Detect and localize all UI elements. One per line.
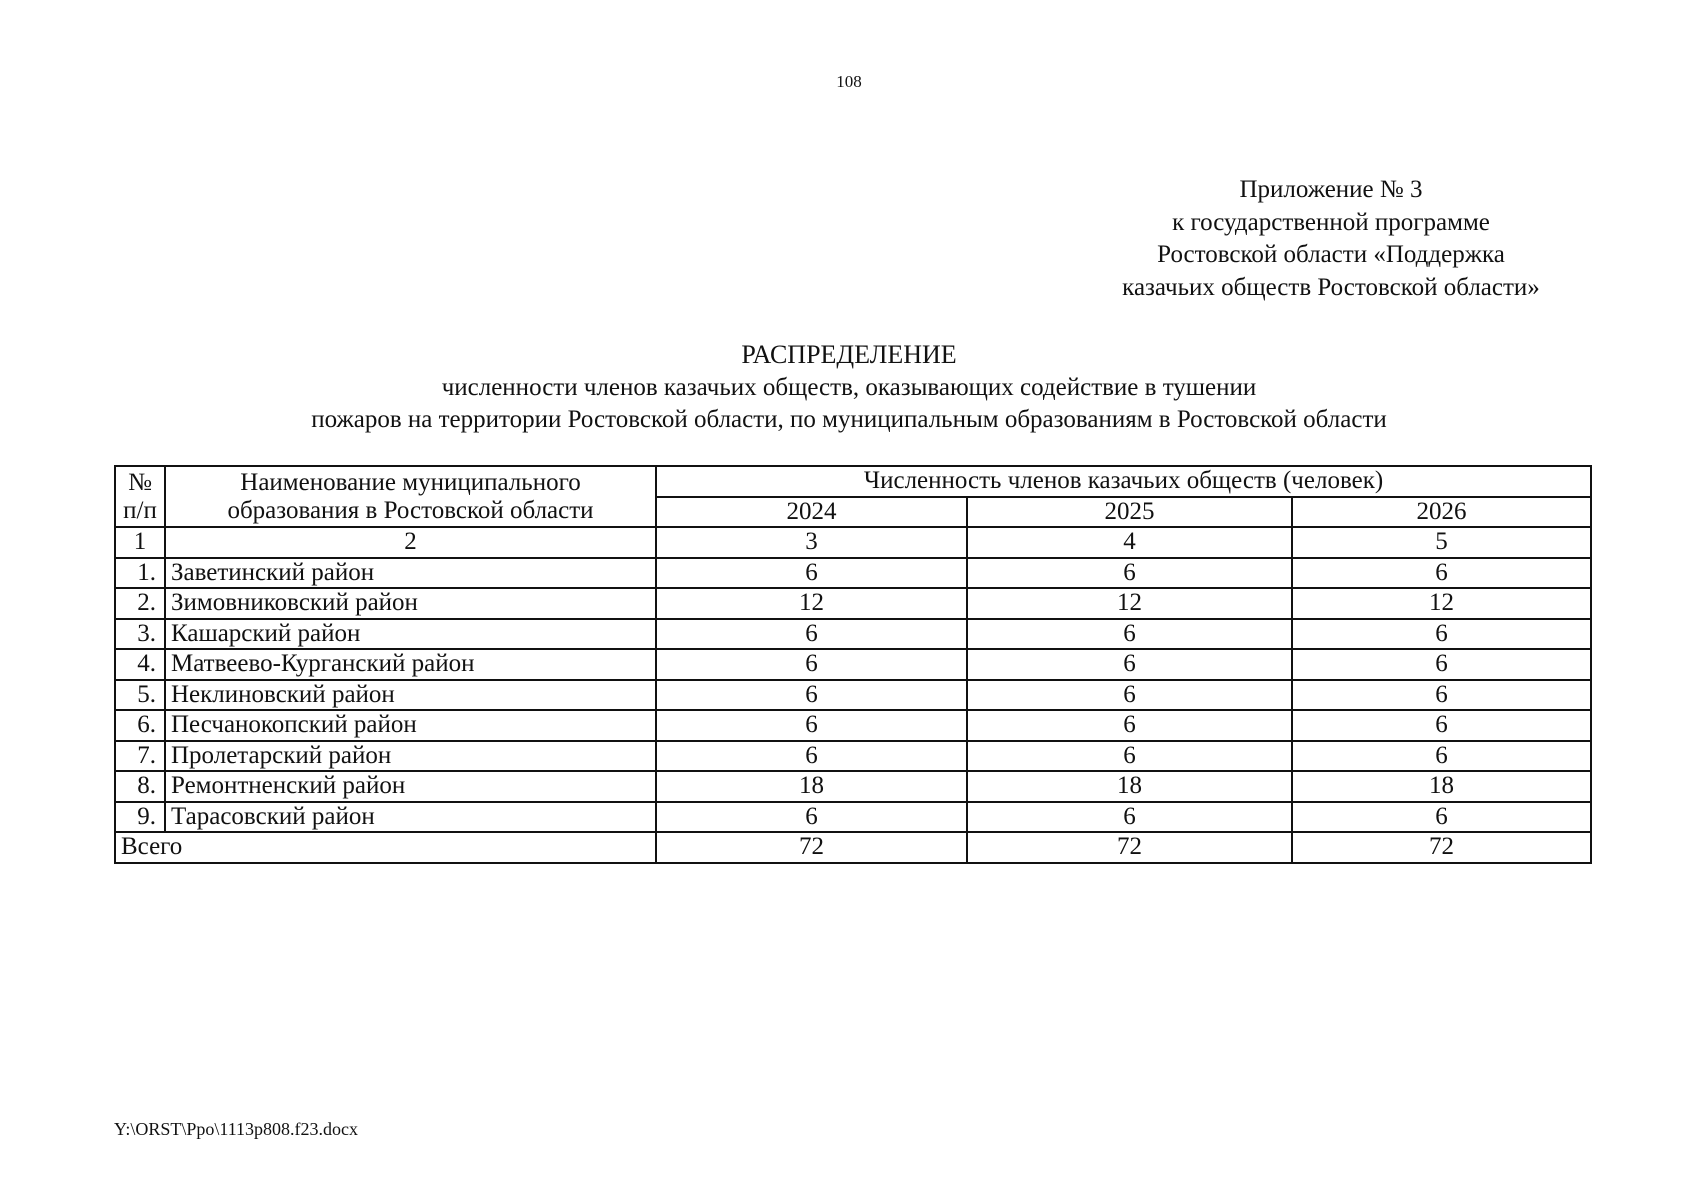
row-number-cell: 5. bbox=[115, 680, 165, 711]
total-label-cell: Всего bbox=[115, 832, 656, 863]
header-year-cell: 2026 bbox=[1292, 497, 1591, 528]
table-row bbox=[115, 710, 1591, 741]
row-value-cell: 6 bbox=[656, 558, 967, 589]
table-row bbox=[115, 588, 1591, 619]
column-number-cell: 3 bbox=[656, 527, 967, 558]
row-value-cell: 6 bbox=[1292, 741, 1591, 772]
row-value-cell: 6 bbox=[967, 649, 1292, 680]
row-value-cell: 6 bbox=[1292, 619, 1591, 650]
row-name-cell: Пролетарский район bbox=[165, 741, 656, 772]
header-number-line2: п/п bbox=[123, 496, 157, 524]
footer-file-path: Y:\ORST\Ppo\1113p808.f23.docx bbox=[114, 1119, 359, 1139]
row-value-cell: 6 bbox=[1292, 802, 1591, 833]
table-row bbox=[115, 619, 1591, 650]
total-row bbox=[115, 832, 1591, 863]
row-name-cell: Тарасовский район bbox=[165, 802, 656, 833]
appendix-line: казачьих обществ Ростовской области» bbox=[1122, 273, 1540, 301]
header-group-cell: Численность членов казачьих обществ (человек) bbox=[656, 466, 1591, 497]
appendix-block bbox=[1071, 174, 1591, 304]
row-value-cell: 6 bbox=[967, 741, 1292, 772]
row-value-cell: 12 bbox=[1292, 588, 1591, 619]
row-name-cell: Ремонтненский район bbox=[165, 771, 656, 802]
row-number-cell: 1. bbox=[115, 558, 165, 589]
row-number-cell: 8. bbox=[115, 771, 165, 802]
row-value-cell: 6 bbox=[656, 680, 967, 711]
row-value-cell: 12 bbox=[967, 588, 1292, 619]
column-number-cell: 1 bbox=[115, 527, 165, 558]
row-name-cell: Зимовниковский район bbox=[165, 588, 656, 619]
table-row bbox=[115, 741, 1591, 772]
header-number-cell bbox=[115, 466, 165, 527]
row-value-cell: 6 bbox=[1292, 558, 1591, 589]
row-value-cell: 6 bbox=[656, 802, 967, 833]
row-value-cell: 6 bbox=[656, 741, 967, 772]
row-name-cell: Песчанокопский район bbox=[165, 710, 656, 741]
row-value-cell: 6 bbox=[656, 710, 967, 741]
row-value-cell: 18 bbox=[1292, 771, 1591, 802]
distribution-table bbox=[114, 465, 1592, 864]
appendix-line: Ростовской области «Поддержка bbox=[1157, 241, 1505, 268]
row-value-cell: 18 bbox=[967, 771, 1292, 802]
table-row bbox=[115, 649, 1591, 680]
total-value-cell: 72 bbox=[967, 832, 1292, 863]
table-header-row bbox=[115, 466, 1591, 497]
table-row bbox=[115, 558, 1591, 589]
row-name-cell: Неклиновский район bbox=[165, 680, 656, 711]
row-value-cell: 6 bbox=[1292, 710, 1591, 741]
table-row bbox=[115, 680, 1591, 711]
header-number-line1: № bbox=[128, 468, 152, 496]
row-value-cell: 6 bbox=[967, 802, 1292, 833]
row-name-cell: Кашарский район bbox=[165, 619, 656, 650]
header-name-line2: образования в Ростовской области bbox=[227, 496, 594, 524]
row-number-cell: 6. bbox=[115, 710, 165, 741]
table-row bbox=[115, 802, 1591, 833]
row-value-cell: 6 bbox=[656, 649, 967, 680]
column-number-cell: 2 bbox=[165, 527, 656, 558]
column-number-cell: 5 bbox=[1292, 527, 1591, 558]
row-value-cell: 12 bbox=[656, 588, 967, 619]
table-row bbox=[115, 771, 1591, 802]
total-value-cell: 72 bbox=[656, 832, 967, 863]
row-name-cell: Заветинский район bbox=[165, 558, 656, 589]
column-number-row bbox=[115, 527, 1591, 558]
row-number-cell: 4. bbox=[115, 649, 165, 680]
appendix-line: к государственной программе bbox=[1172, 208, 1490, 236]
row-number-cell: 7. bbox=[115, 741, 165, 772]
row-value-cell: 6 bbox=[967, 710, 1292, 741]
total-value-cell: 72 bbox=[1292, 832, 1591, 863]
column-number-cell: 4 bbox=[967, 527, 1292, 558]
heading-title: РАСПРЕДЕЛЕНИЕ bbox=[741, 340, 957, 369]
row-value-cell: 6 bbox=[967, 680, 1292, 711]
header-name-cell bbox=[165, 466, 656, 527]
document-heading bbox=[0, 339, 1698, 437]
row-value-cell: 6 bbox=[1292, 649, 1591, 680]
row-value-cell: 6 bbox=[656, 619, 967, 650]
row-number-cell: 9. bbox=[115, 802, 165, 833]
header-year-cell: 2024 bbox=[656, 497, 967, 528]
header-year-cell: 2025 bbox=[967, 497, 1292, 528]
appendix-line: Приложение № 3 bbox=[1239, 176, 1423, 203]
row-value-cell: 6 bbox=[967, 619, 1292, 650]
row-number-cell: 2. bbox=[115, 588, 165, 619]
heading-subtitle-line: численности членов казачьих обществ, оказывающих содействие в тушении bbox=[441, 373, 1257, 401]
page-number: 108 bbox=[836, 72, 862, 91]
header-name-line1: Наименование муниципального bbox=[240, 468, 581, 496]
row-value-cell: 18 bbox=[656, 771, 967, 802]
row-value-cell: 6 bbox=[1292, 680, 1591, 711]
heading-subtitle-line: пожаров на территории Ростовской области, по муниципальным образованиям в Ростовской области bbox=[311, 406, 1387, 433]
row-value-cell: 6 bbox=[967, 558, 1292, 589]
row-number-cell: 3. bbox=[115, 619, 165, 650]
row-name-cell: Матвеево-Курганский район bbox=[165, 649, 656, 680]
